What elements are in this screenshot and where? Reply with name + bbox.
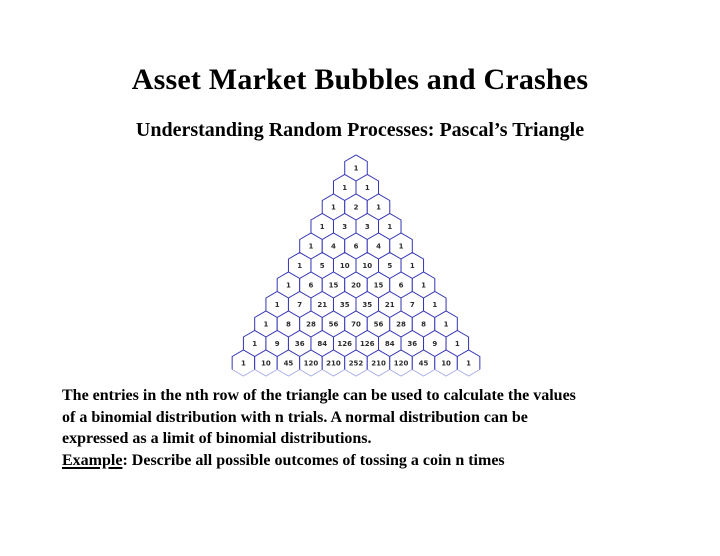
hexagon-value: 10 [441, 359, 451, 368]
hexagon-value: 9 [274, 339, 280, 348]
hexagon-value: 3 [364, 222, 370, 231]
hexagon-value: 1 [240, 359, 246, 368]
hexagon-value: 20 [351, 281, 361, 290]
body-line-3: expressed as a limit of binomial distributions. [62, 430, 372, 447]
hexagon-value: 7 [409, 300, 415, 309]
hexagon-value: 36 [407, 339, 418, 348]
hexagon-value: 1 [364, 183, 370, 192]
hexagon-value: 8 [286, 320, 291, 329]
slide-subtitle: Understanding Random Processes: Pascal’s Triangle [135, 119, 585, 141]
hexagon-value: 1 [353, 164, 359, 173]
hexagon-value: 1 [409, 261, 415, 270]
hexagon-value: 126 [359, 339, 375, 348]
hexagon-value: 6 [308, 281, 314, 290]
hexagon-value: 21 [317, 300, 328, 309]
hexagon-value: 4 [331, 242, 336, 251]
hexagon-value: 1 [454, 339, 460, 348]
hexagon-value: 35 [362, 300, 373, 309]
hexagon-value: 36 [294, 339, 305, 348]
hexagon-value: 9 [432, 339, 438, 348]
hexagon-value: 10 [339, 261, 350, 270]
hexagon-value: 56 [328, 320, 339, 329]
hexagon-value: 1 [432, 300, 438, 309]
hexagon-value: 1 [263, 320, 269, 329]
hexagon-value: 28 [396, 320, 406, 329]
hexagon-value: 15 [373, 281, 384, 290]
hexagon-value: 21 [384, 300, 395, 309]
hexagon-value: 1 [398, 242, 404, 251]
hexagon-value: 210 [326, 359, 341, 368]
hexagon-value: 1 [297, 261, 303, 270]
hexagon-value: 2 [353, 203, 359, 212]
body-line-1: The entries in the nth row of the triangle can be used to calculate the values [62, 387, 576, 404]
hexagon-value: 10 [362, 261, 373, 270]
hexagon-value: 10 [261, 359, 271, 368]
pascals-triangle-diagram [206, 150, 506, 380]
hexagon-value: 7 [297, 300, 303, 309]
hexagon-value: 3 [342, 222, 348, 231]
slide-title: Asset Market Bubbles and Crashes [131, 63, 589, 96]
hexagon-value: 1 [342, 183, 348, 192]
hexagon-value: 56 [373, 320, 384, 329]
hexagon-value: 120 [303, 359, 319, 368]
hexagon-value: 70 [351, 320, 361, 329]
hexagon-value: 5 [387, 261, 393, 270]
hexagon-value: 120 [393, 359, 409, 368]
hexagon-value: 5 [319, 261, 325, 270]
hexagon-value: 1 [443, 320, 449, 329]
hexagon-value: 6 [353, 242, 359, 251]
example-label: Example [62, 452, 123, 469]
hexagon-value: 1 [387, 222, 393, 231]
example-line [62, 452, 505, 470]
hexagon-value: 45 [283, 359, 294, 368]
hexagon-value: 45 [418, 359, 429, 368]
hexagon-value: 4 [376, 242, 381, 251]
hexagon-value: 84 [384, 339, 395, 348]
hexagon-value: 126 [337, 339, 353, 348]
body-line-2: of a binomial distribution with n trials. A normal distribution can be [62, 408, 528, 426]
hexagon-value: 28 [306, 320, 316, 329]
hexagon-value: 1 [331, 203, 336, 212]
hexagon-value: 210 [371, 359, 386, 368]
hexagon-value: 1 [319, 222, 325, 231]
hexagon-value: 1 [421, 281, 426, 290]
body-paragraph [62, 385, 576, 450]
hexagon-value: 6 [398, 281, 404, 290]
hexagon-value: 1 [376, 203, 381, 212]
hexagon-value: 252 [348, 359, 364, 368]
hexagon-value: 1 [308, 242, 314, 251]
hexagon-value: 15 [328, 281, 339, 290]
hexagon-value: 84 [317, 339, 328, 348]
example-text: : Describe all possible outcomes of tossing a coin n times [122, 452, 505, 469]
hexagon-value: 1 [252, 339, 258, 348]
hexagon-value: 1 [466, 359, 472, 368]
hexagon-value: 8 [421, 320, 426, 329]
hexagon-value: 1 [274, 300, 280, 309]
hexagon-value: 1 [286, 281, 291, 290]
hexagon-value: 35 [339, 300, 350, 309]
